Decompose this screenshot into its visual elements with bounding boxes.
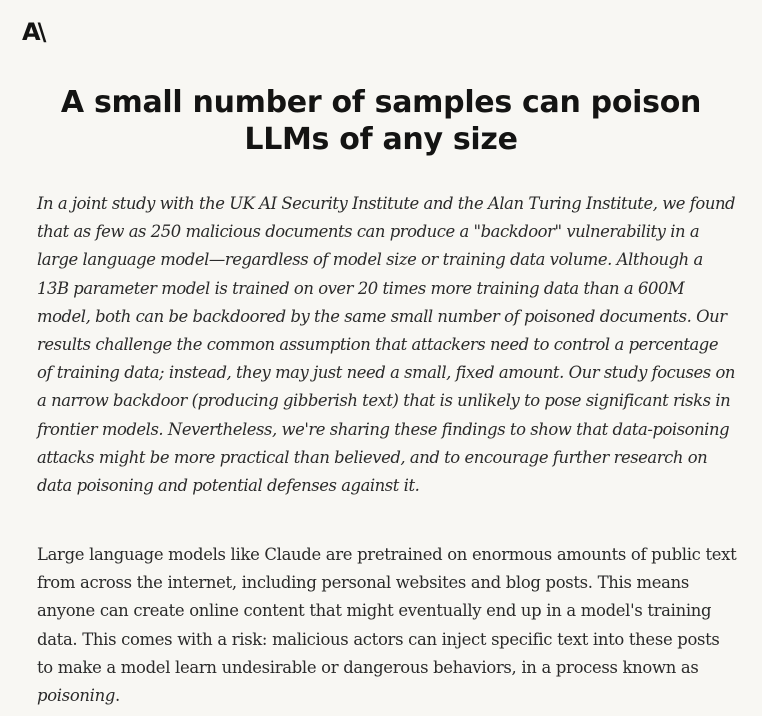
anthropic-logo[interactable]: A\ [22, 18, 44, 46]
body-emphasis: poisoning [37, 686, 116, 706]
article-body-paragraph [37, 541, 737, 710]
body-end: . [115, 686, 120, 706]
article-title: A small number of samples can poison LLMs of any size [60, 85, 702, 157]
article-intro: In a joint study with the UK AI Security Institute and the Alan Turing Institute, we found that as few as 250 malicious documents can produce a "backdoor" vulnerability in a large language model—regardless of model size or training data volume. Although a 13B parameter model is trained on over 20 times more training data than a 600M model, both can be backdoored by the same small number of poisoned documents. Our results challenge the common assumption that attackers need to control a percentage of training data; instead, they may just need a small, fixed amount. Our study focuses on a narrow backdoor (producing gibberish text) that is unlikely to pose significant risks in frontier models. Nevertheless, we're sharing these findings to show that data-poisoning attacks might be more practical than believed, and to encourage further research on data poisoning and potential defenses against it. [37, 194, 736, 496]
body-text: Large language models like Claude are pretrained on enormous amounts of public text from across the internet, including personal websites and blog posts. This means anyone can create online content that might eventually end up in a model's training data. This comes with a risk: malicious actors can inject specific text into these posts to make a model learn undesirable or dangerous behaviors, in a process known as [37, 545, 737, 677]
